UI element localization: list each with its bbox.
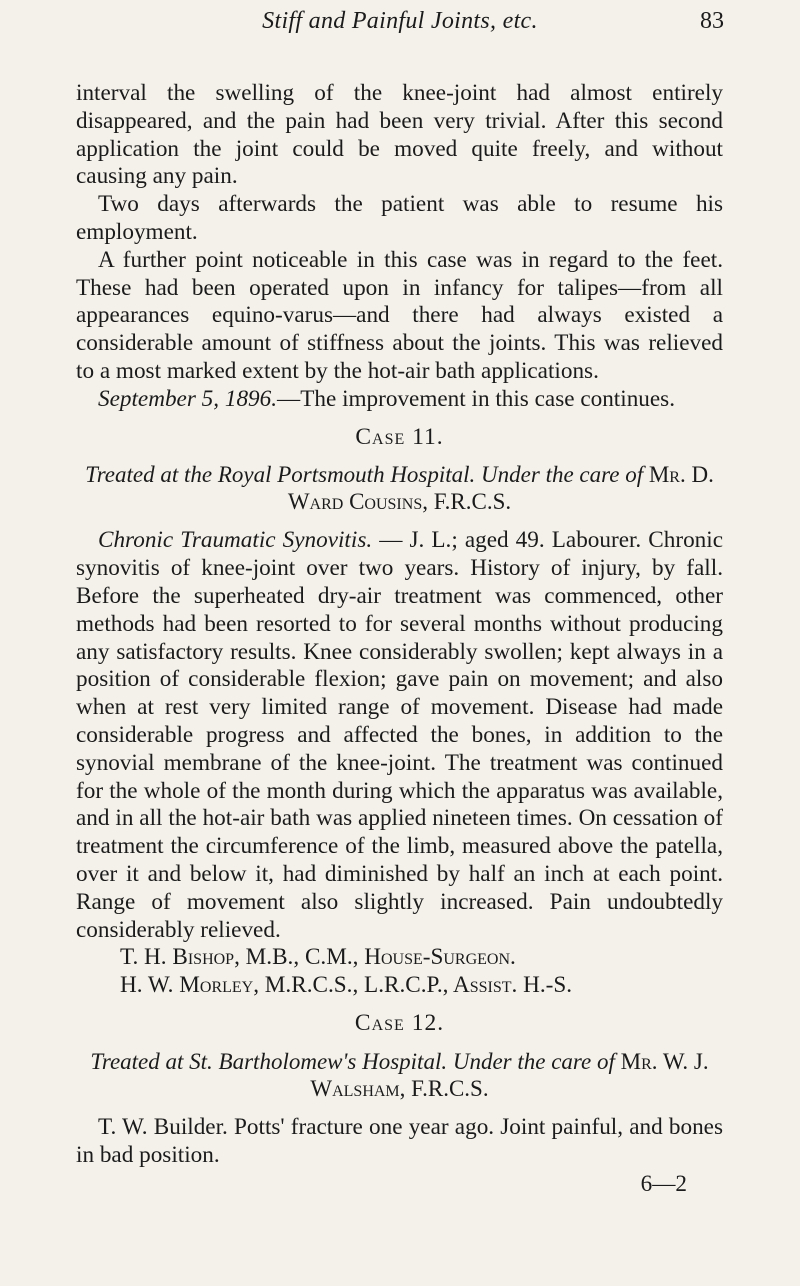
- signature-mark: 6—2: [640, 1171, 687, 1198]
- paragraph: Two days afterwards the patient was able to resume his employment.: [76, 191, 723, 245]
- treatment-surgeon: Mr. W. J. Walsham, F.R.C.S.: [310, 1048, 709, 1101]
- case-signatures: [76, 944, 723, 1000]
- case-treatment-note: [76, 1048, 723, 1102]
- case-description: [76, 527, 723, 944]
- case-body: — J. L.; aged 49. Labourer. Chronic synovitis of knee-joint over two years. History of injury, by fall. Before the superheated dry-air treatment was commenced, other methods had been resorted to for several months without producing any satisfactory results. Knee considerably swollen; kept always in a position of considerable flexion; gave pain on movement; and also when at rest very limited range of movement. Disease had made considerable progress and affected the bones, in addition to the synovial membrane of the knee-joint. The treatment was continued for the whole of the month during which the apparatus was available, and in all the hot-air bath was applied nineteen times. On cessation of treatment the circumference of the limb, measured above the patella, over it and below it, had diminished by half an inch at each point. Range of movement also slightly increased. Pain undoubtedly considerably relieved.: [76, 527, 723, 943]
- treatment-hospital: Treated at St. Bartholomew's Hospital. Under the care of: [90, 1048, 615, 1074]
- running-head: Stiff and Painful Joints, etc.: [262, 8, 538, 34]
- case-heading: Case 12.: [354, 1009, 445, 1036]
- case-description: T. W. Builder. Potts' fracture one year ago. Joint painful, and bones in bad position.: [76, 1113, 723, 1168]
- paragraph-date: September 5, 1896.: [98, 385, 278, 412]
- treatment-surgeon: Mr. D. Ward Cousins, F.R.C.S.: [287, 462, 714, 515]
- signature-line: H. W. Morley, M.R.C.S., L.R.C.P., Assist. H.-S.: [120, 972, 573, 999]
- paragraph: [76, 386, 723, 414]
- case-treatment-note: [76, 461, 723, 515]
- page-header: [0, 8, 800, 44]
- paragraph-text: —The improvement in this case continues.: [277, 385, 675, 412]
- page-body: [76, 80, 723, 1199]
- paragraph: interval the swelling of the knee-joint had almost entirely disappeared, and the pain had been very trivial. After this second application the joint could be moved quite freely, and without causing any pain.: [76, 80, 723, 190]
- case-heading: Case 11.: [355, 423, 444, 450]
- page-number: 83: [700, 8, 724, 34]
- treatment-hospital: Treated at the Royal Portsmouth Hospital. Under the care of: [85, 462, 644, 488]
- signature-line: T. H. Bishop, M.B., C.M., House-Surgeon.: [120, 944, 516, 971]
- paragraph: A further point noticeable in this case was in regard to the feet. These had been operated upon in infancy for talipes—from all appearances equino-varus—and there had always existed a considerable amount of stiffness about the joints. This was relieved to a most marked extent by the hot-air bath applications.: [76, 246, 723, 384]
- case-diagnosis: Chronic Traumatic Synovitis.: [98, 527, 373, 554]
